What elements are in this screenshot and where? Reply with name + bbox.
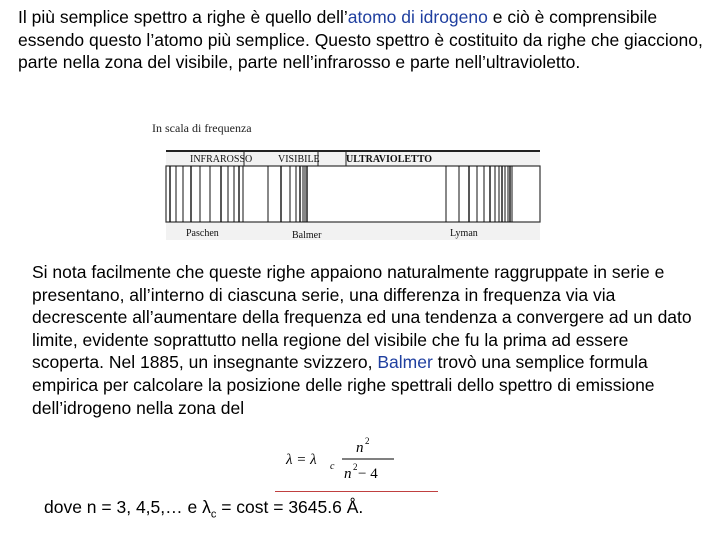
formula-lhs-subscript: c — [330, 461, 335, 472]
formula-denominator: n — [344, 466, 352, 482]
series-label-lyman: Lyman — [450, 228, 478, 239]
formula-denominator-exponent: 2 — [353, 462, 358, 472]
figure-caption: In scala di frequenza — [152, 121, 252, 135]
footer-line — [44, 495, 363, 527]
footer-text-b: = cost = 3645.6 Å. — [216, 497, 364, 517]
hydrogen-spectrum-figure — [150, 138, 550, 250]
main-paragraph — [32, 261, 702, 419]
region-label-visible: VISIBILE — [278, 154, 320, 165]
formula-denominator-tail: − 4 — [358, 466, 378, 482]
formula-underline — [275, 491, 438, 492]
intro-text-start: Il più semplice spettro a righe è quello dell’ — [18, 7, 348, 27]
hydrogen-atom-link[interactable]: atomo di idrogeno — [347, 7, 488, 27]
series-label-paschen: Paschen — [186, 228, 219, 239]
intro-paragraph — [18, 6, 708, 74]
balmer-link[interactable]: Balmer — [377, 352, 433, 373]
intro-text-end: e ciò è comprensibile essendo questo l’atomo più semplice. Questo spettro è costituito da righe che giacciono, parte nella zona del visibile, parte nell’infrarosso e parte nell’ultravioletto. — [18, 7, 703, 73]
formula-numerator-exponent: 2 — [365, 436, 370, 446]
series-label-balmer: Balmer — [292, 230, 322, 241]
balmer-formula — [282, 432, 402, 488]
region-label-infrared: INFRAROSSO — [190, 154, 253, 165]
main-text-end: trovò una semplice formula empirica per calcolare la posizione delle righe spettrali dello spettro di emissione dell’idrogeno nella zona del — [32, 352, 655, 418]
spectrum-top-border — [166, 150, 540, 152]
formula-numerator: n — [356, 440, 364, 456]
footer-text-a: dove n = 3, 4,5,… e λ — [44, 497, 211, 517]
main-text-start: Si nota facilmente che queste righe appaiono naturalmente raggruppate in serie e presentano, all’interno di ciascuna serie, una differenza in frequenza via via decrescente all’aumentare della frequenza ed una tendenza a convergere ad un dato limite, evidente soprattutto nella regione del visibile che fu la prima ad essere scoperta. Nel 1885, un insegnante svizzero, — [32, 262, 692, 373]
footer-subscript: c — [210, 508, 217, 521]
formula-lhs: λ = λ — [286, 452, 317, 468]
region-label-ultraviolet: ULTRAVIOLETTO — [346, 154, 432, 165]
